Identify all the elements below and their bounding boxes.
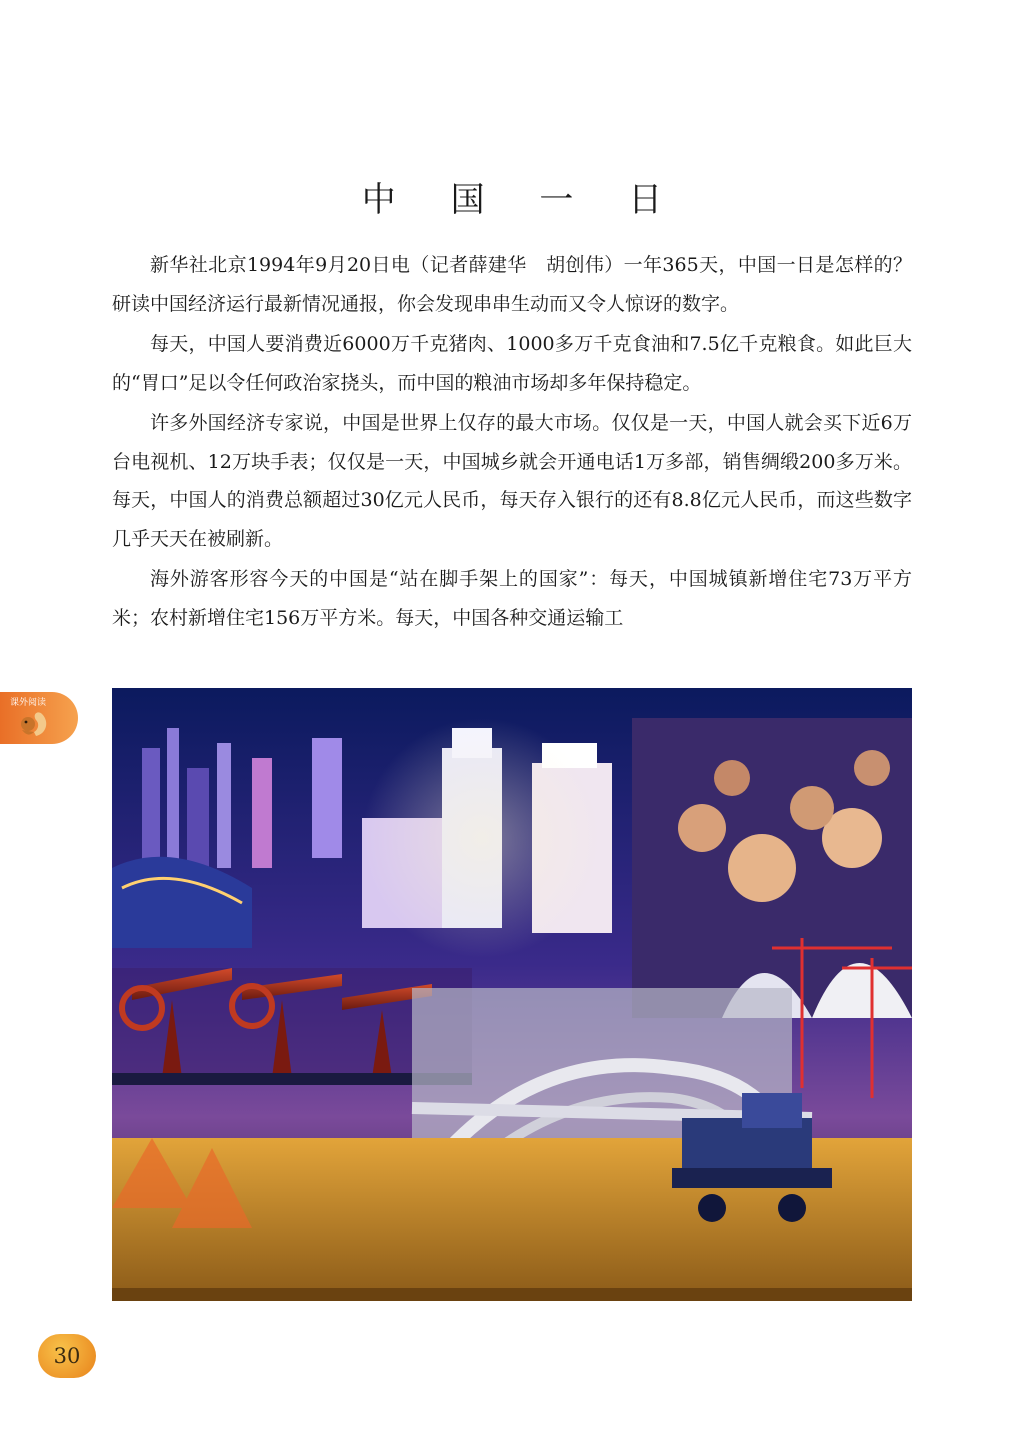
article-body: [112, 246, 912, 639]
paragraph: 每天，中国人要消费近6000万千克猪肉、1000多万千克食油和7.5亿千克粮食。如此巨大的“胃口”足以令任何政治家挠头，而中国的粮油市场却多年保持稳定。: [112, 333, 912, 394]
paragraph: 许多外国经济专家说，中国是世界上仅存的最大市场。仅仅是一天，中国人就会买下近6万台电视机、12万块手表；仅仅是一天，中国城乡就会开通电话1万多部，销售绸缎200多万米。每天，中国人的消费总额超过30亿元人民币，每天存入银行的还有8.8亿元人民币，而这些数字几乎天天在被刷新。: [112, 412, 912, 550]
collage-image: [112, 688, 912, 1301]
side-section-tab: [0, 692, 78, 744]
paragraph: 新华社北京1994年9月20日电（记者薛建华 胡创伟）一年365天，中国一日是怎样的？研读中国经济运行最新情况通报，你会发现串串生动而又令人惊讶的数字。: [112, 254, 912, 315]
page-title: 中 国 一 日: [361, 180, 685, 220]
paragraph: 海外游客形容今天的中国是“站在脚手架上的国家”：每天，中国城镇新增住宅73万平方米；农村新增住宅156万平方米。每天，中国各种交通运输工: [112, 568, 912, 629]
page-number-badge: [38, 1334, 96, 1378]
photo-collage: [112, 688, 912, 1301]
page-number: 30: [53, 1344, 81, 1368]
squirrel-mascot-icon: [16, 706, 50, 740]
side-tab-label: 课外阅读: [10, 698, 47, 708]
